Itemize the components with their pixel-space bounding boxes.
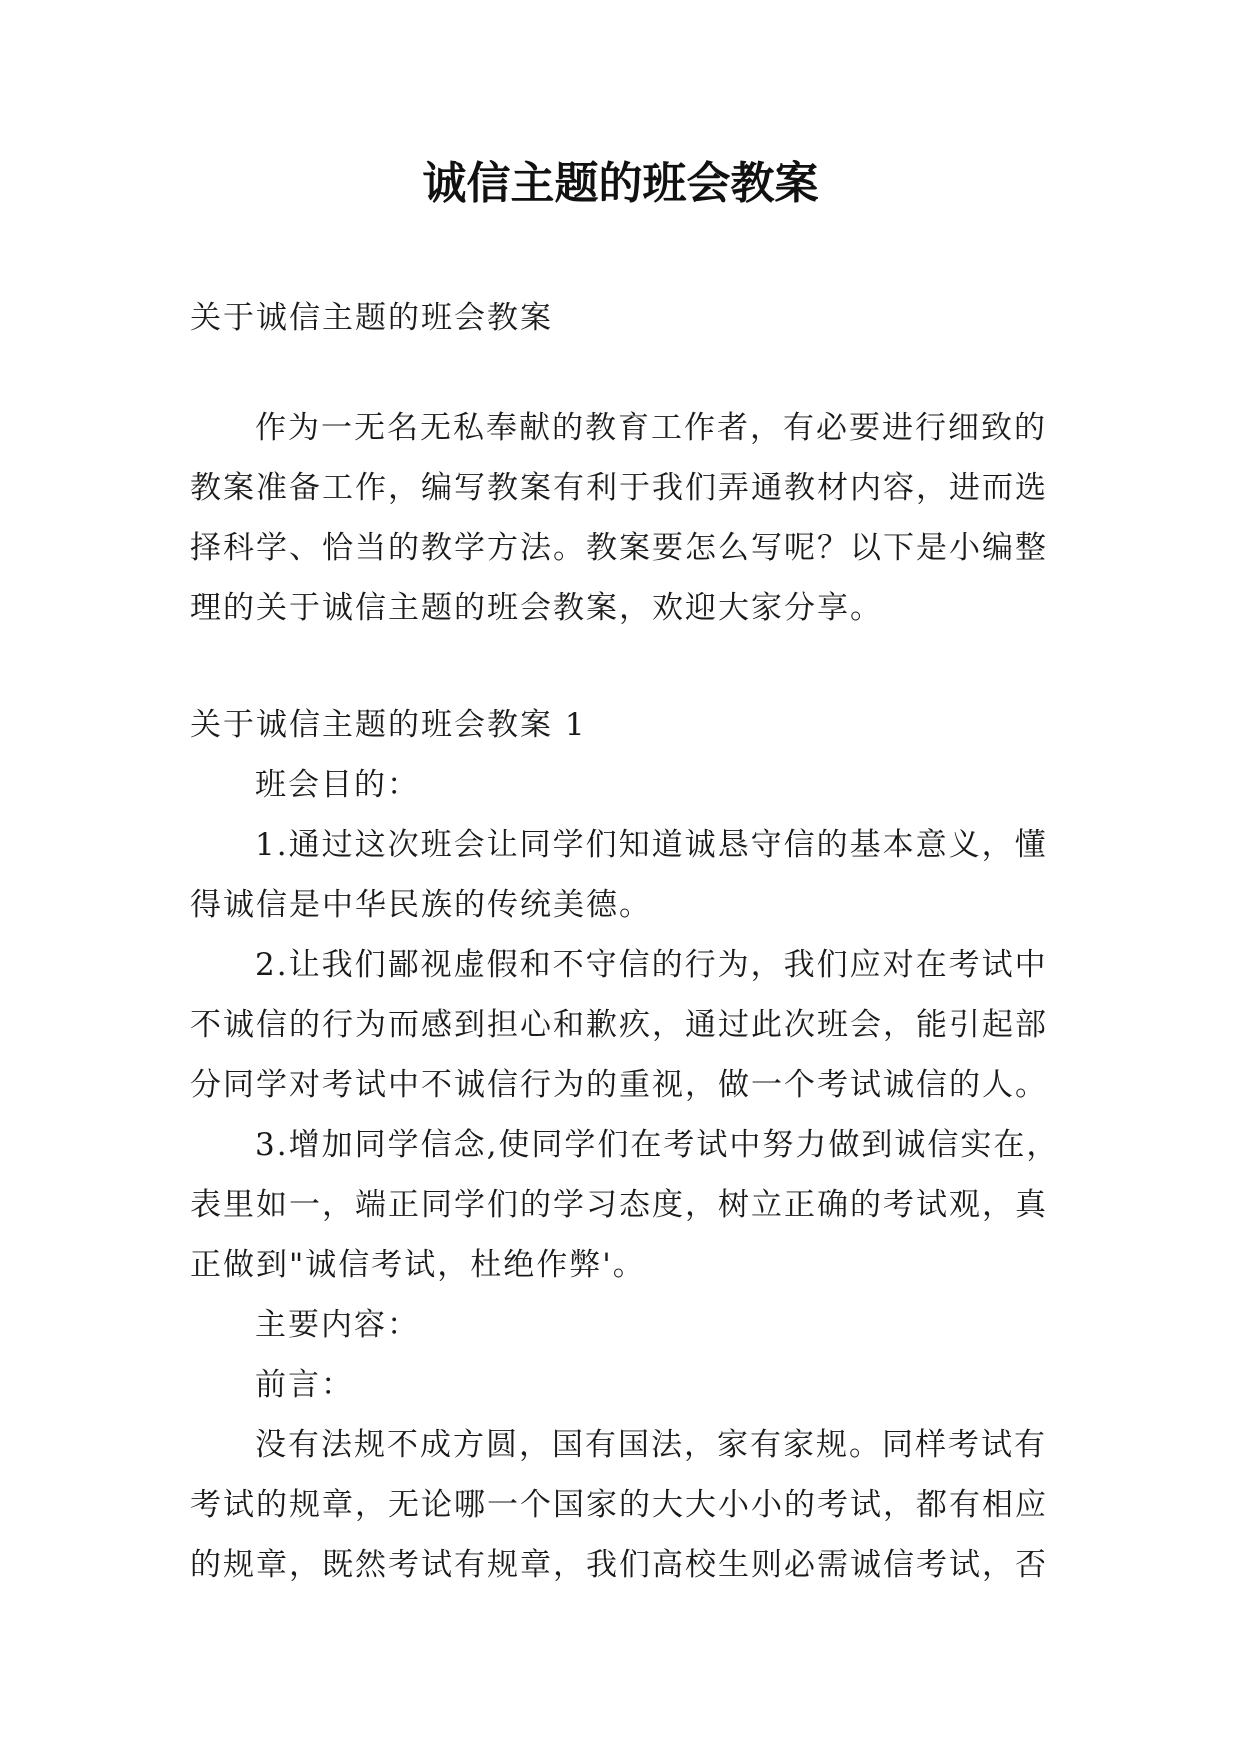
document-title: 诚信主题的班会教案 xyxy=(422,158,819,209)
intro-line: 作为一无名无私奉献的教育工作者，有必要进行细致的 xyxy=(255,410,1047,446)
section-heading: 关于诚信主题的班会教案 1 xyxy=(190,707,587,743)
intro-line: 理的关于诚信主题的班会教案，欢迎大家分享。 xyxy=(190,590,883,626)
purpose-item-2-line: 分同学对考试中不诚信行为的重视，做一个考试诚信的人。 xyxy=(190,1067,1048,1103)
preface-label: 前言： xyxy=(255,1367,354,1403)
purpose-label: 班会目的： xyxy=(255,767,420,803)
purpose-item-2-line: 不诚信的行为而感到担心和歉疚，通过此次班会，能引起部 xyxy=(190,1007,1048,1043)
preface-line: 考试的规章，无论哪一个国家的大大小小的考试，都有相应 xyxy=(190,1487,1048,1523)
purpose-item-3-line: 3.增加同学信念,使同学们在考试中努力做到诚信实在， xyxy=(255,1127,1060,1163)
preface-line: 的规章，既然考试有规章，我们高校生则必需诚信考试，否 xyxy=(190,1547,1048,1583)
content-label: 主要内容： xyxy=(255,1307,420,1343)
purpose-item-3-line: 表里如一，端正同学们的学习态度，树立正确的考试观，真 xyxy=(190,1187,1048,1223)
intro-line: 择科学、恰当的教学方法。教案要怎么写呢？以下是小编整 xyxy=(190,530,1048,566)
purpose-item-2-line: 2.让我们鄙视虚假和不守信的行为，我们应对在考试中 xyxy=(255,947,1048,983)
document-subtitle: 关于诚信主题的班会教案 xyxy=(190,300,553,336)
purpose-item-3-line: 正做到"诚信考试，杜绝作弊'。 xyxy=(190,1247,646,1283)
purpose-item-1-line: 1.通过这次班会让同学们知道诚恳守信的基本意义，懂 xyxy=(255,827,1048,863)
purpose-item-1-line: 得诚信是中华民族的传统美德。 xyxy=(190,887,652,923)
preface-line: 没有法规不成方圆，国有国法，家有家规。同样考试有 xyxy=(255,1427,1047,1463)
intro-line: 教案准备工作，编写教案有利于我们弄通教材内容，进而选 xyxy=(190,470,1048,506)
